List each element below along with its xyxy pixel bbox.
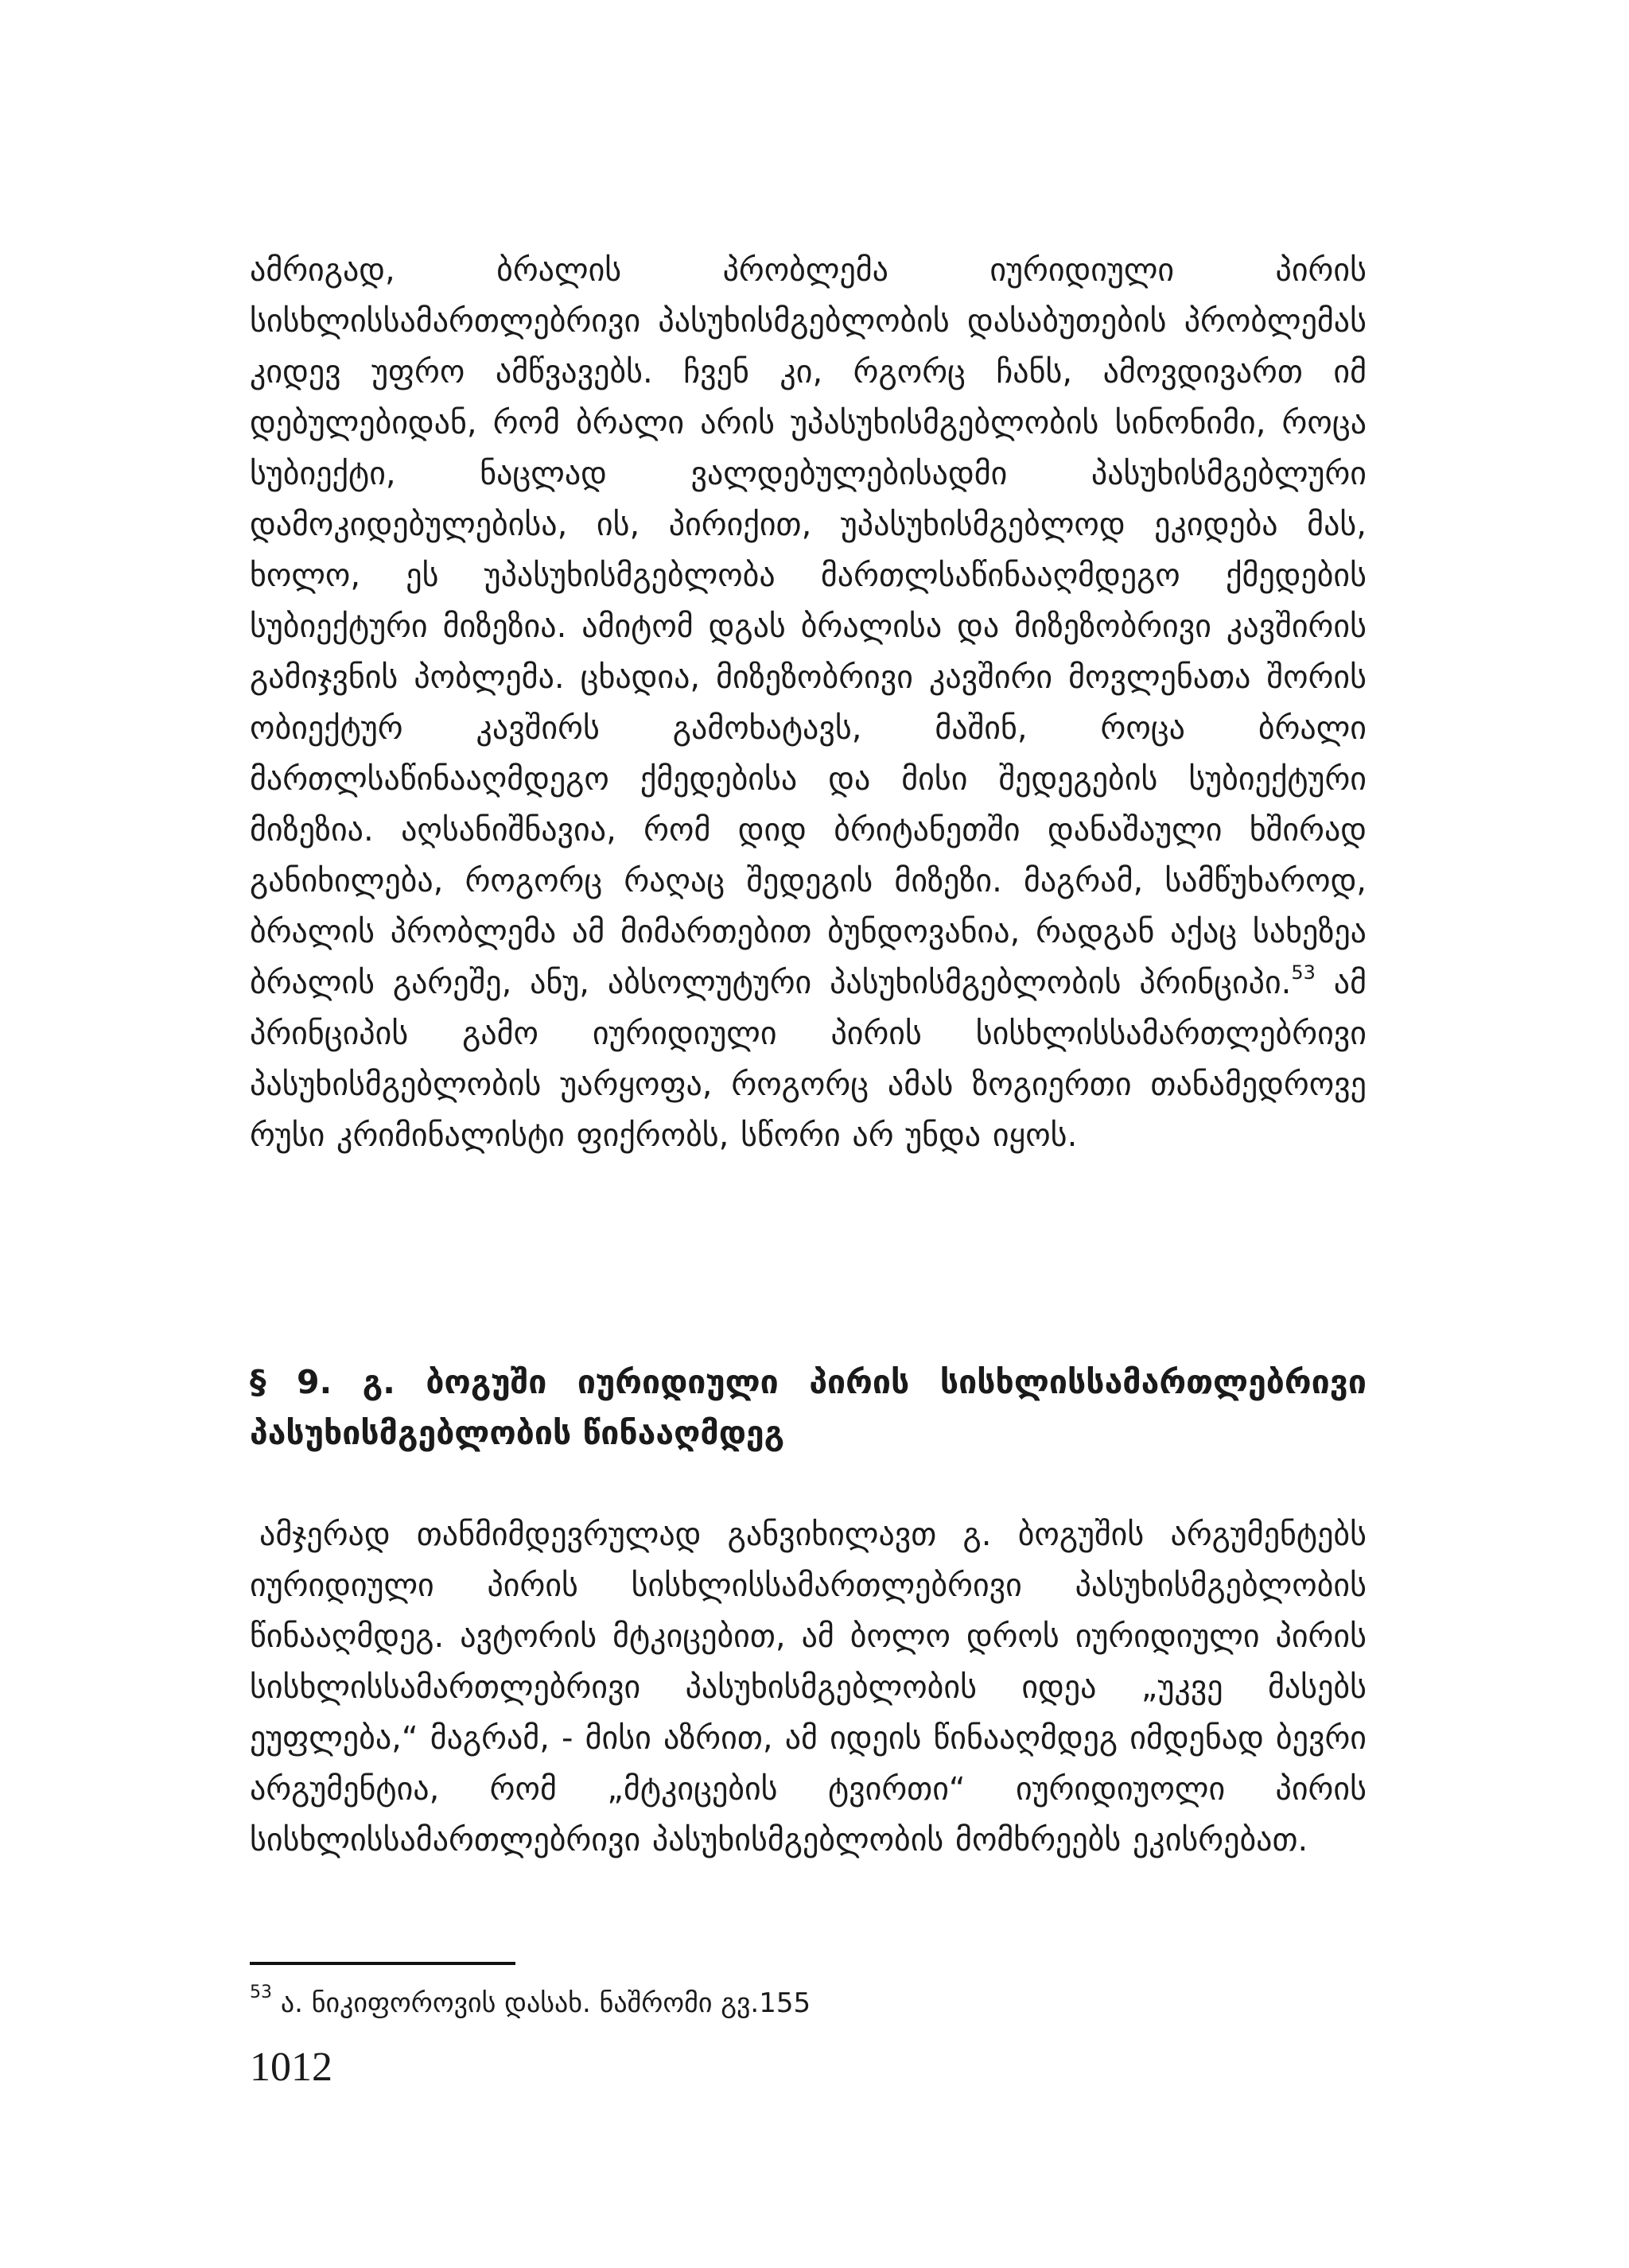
page-number: 1012 (250, 2045, 332, 2090)
footnote-number: 53 (250, 1982, 272, 2002)
footnote (250, 1984, 1363, 2022)
footnote-reference: 53 (1291, 961, 1316, 984)
paragraph-1-text: ამრიგად, ბრალის პრობლემა იურიდიული პირის სისხლისსამართლებრივი პასუხისმგებლობის დასაბუთების პრობლემას კიდევ უფრო ამწვავებს. ჩვენ კი, რგორც ჩანს, ამოვდივართ იმ დებულებიდან, რომ ბრალი არის უპასუხისმგებლობის სინონიმი, როცა სუბიექტი, ნაცლად ვალდებულებისადმი პასუხისმგებლური დამოკიდებულებისა, ის, პირიქით, უპასუხისმგებლოდ ეკიდება მას, ხოლო, ეს უპასუხისმგებლობა მართლსაწინააღმდეგო ქმედების სუბიექტური მიზეზია. ამიტომ დგას ბრალისა და მიზეზობრივი კავშირის გამიჯვნის პობლემა. ცხადია, მიზეზობრივი კავშირი მოვლენათა შორის ობიექტურ კავშირს გამოხატავს, მაშინ, როცა ბრალი მართლსაწინააღმდეგო ქმედებისა და მისი შედეგების სუბიექტური მიზეზია. აღსანიშნავია, რომ დიდ ბრიტანეთში დანაშაული ხშირად განიხილება, როგორც რაღაც შედეგის მიზეზი. მაგრამ, სამწუხაროდ, ბრალის პრობლემა ამ მიმართებით ბუნდოვანია, რადგან აქაც სახეზეა ბრალის გარეშე, ანუ, აბსოლუტური პასუხისმგებლობის პრინციპი. (250, 252, 1367, 1001)
paragraph-1-continuation: ამ პრინციპის გამო იურიდიული პირის სისხლისსამართლებრივი პასუხისმგებლობის უარყოფა, როგორც ამას ზოგიერთი თანამედროვე რუსი კრიმინალისტი ფიქრობს, სწორი არ უნდა იყოს. (250, 965, 1367, 1154)
paragraph-2-text: ამჯერად თანმიმდევრულად განვიხილავთ გ. ბოგუშის არგუმენტებს იურიდიული პირის სისხლისსამართლებრივი პასუხისმგებლობის წინააღმდეგ. ავტორის მტკიცებით, ამ ბოლო დროს იურიდიული პირის სისხლისსამართლებრივი პასუხისმგებლობის იდეა „უკვე მასებს ეუფლება,“ მაგრამ, - მისი აზრით, ამ იდეის წინააღმდეგ იმდენად ბევრი არგუმენტია, რომ „მტკიცების ტვირთი“ იურიდიუოლი პირის სისხლისსამართლებრივი პასუხისმგებლობის მომხრეებს ეკისრებათ. (250, 1517, 1367, 1858)
body-paragraph-2 (250, 1509, 1367, 1866)
body-paragraph-1 (250, 245, 1367, 1161)
footnote-text: ა. ნიკიფოროვის დასახ. ნაშრომი გვ.155 (280, 1987, 811, 2019)
section-heading: § 9. გ. ბოგუში იურიდიული პირის სისხლისსამართლებრივი პასუხისმგებლობის წინააღმდეგ (250, 1363, 1367, 1452)
footnote-separator (250, 1962, 515, 1965)
